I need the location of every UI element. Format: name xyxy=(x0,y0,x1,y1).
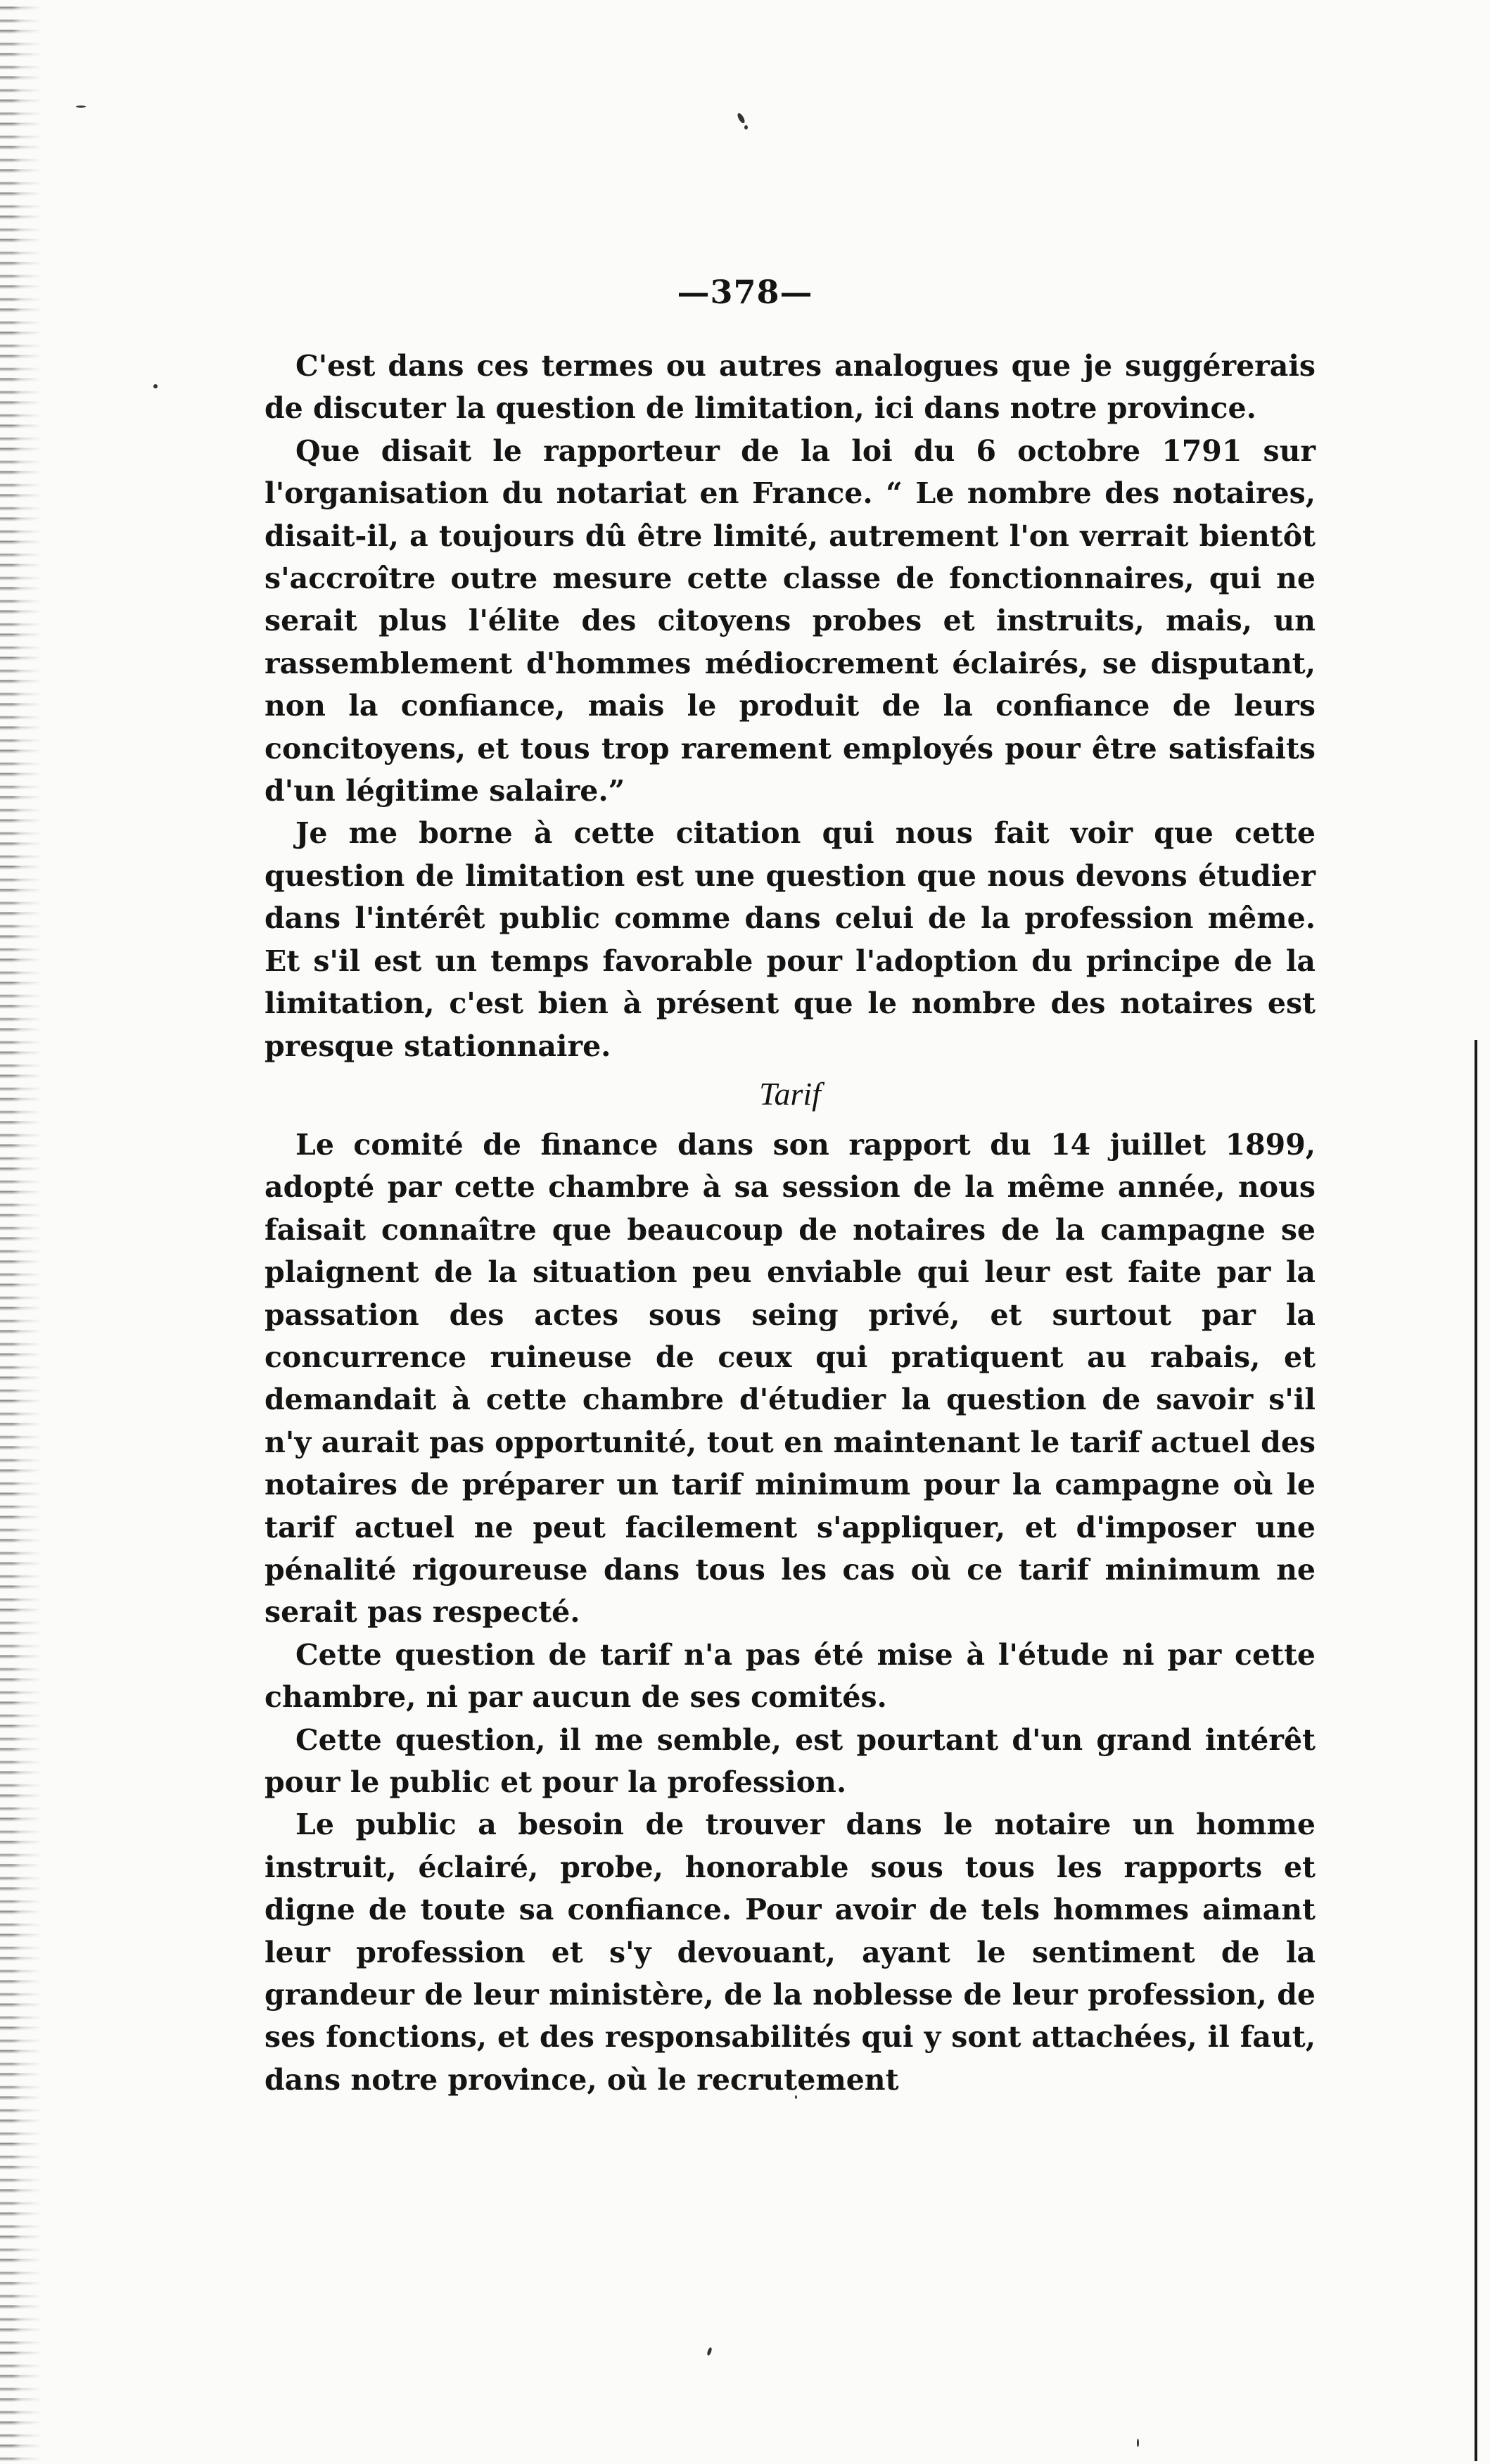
scan-speck xyxy=(706,2347,713,2356)
page-number: —378— xyxy=(677,273,813,311)
paragraph: Le comité de finance dans son rapport du 14 juillet 1899, adopté par cette chambre à sa session de la même année, nous faisait connaître que beaucoup de notaires de la campagne se plaignent de la situation peu enviable qui leur est faite par la passation des actes sous seing privé, et surtout par la concurrence ruineuse de ceux qui pratiquent au rabais, et demandait à cette chambre d'étudier la question de savoir s'il n'y aurait pas opportunité, tout en maintenant le tarif actuel des notaires de préparer un tarif minimum pour la campagne où le tarif actuel ne peut facilement s'appliquer, et d'imposer une pénalité rigoureuse dans tous les cas où ce tarif minimum ne serait pas respecté. xyxy=(265,1127,1316,1630)
scan-binding-edge xyxy=(0,0,49,2464)
paragraph: Cette question de tarif n'a pas été mise à l'étude ni par cette chambre, ni par aucun de ses comités. xyxy=(265,1637,1316,1715)
paragraph: Le public a besoin de trouver dans le notaire un homme instruit, éclairé, probe, honorable sous tous les rapports et digne de toute sa confiance. Pour avoir de tels hommes aimant leur profession et s'y devouant, ayant le sentiment de la grandeur de leur ministère, de la noblesse de leur profession, de ses fonctions, et des responsabilités qui y sont attachées, il faut, dans notre province, où le recrutement xyxy=(265,1808,1316,2097)
body-text xyxy=(265,345,1316,2101)
scan-speck xyxy=(744,125,748,129)
paragraph: Je me borne à cette citation qui nous fait voir que cette question de limitation est une question que nous devons étudier dans l'intérêt public comme dans celui de la profession même. Et s'il est un temps favorable pour l'adoption du principe de la limitation, c'est bien à présent que le nombre des notaires est presque stationnaire. xyxy=(265,816,1316,1063)
scan-speck xyxy=(736,112,746,124)
paragraph: Cette question, il me semble, est pourtant d'un grand intérêt pour le public et pour la profession. xyxy=(265,1722,1316,1799)
paragraph: Que disait le rapporteur de la loi du 6 octobre 1791 sur l'organisation du notariat en France. “ Le nombre des notaires, disait-il, a toujours dû être limité, autrement l'on verrait bientôt s'accroître outre mesure cette classe de fonctionnaires, qui ne serait plus l'élite des citoyens probes et instruits, mais, un rassemblement d'hommes médiocrement éclairés, se disputant, non la confiance, mais le produit de la confiance de leurs concitoyens, et tous trop rarement employés pour être satisfaits d'un légitime salaire.” xyxy=(265,433,1316,808)
section-heading: Tarif xyxy=(759,1075,821,1112)
scan-speck xyxy=(1137,2439,1139,2447)
scan-speck xyxy=(76,106,86,108)
paragraph: C'est dans ces termes ou autres analogues que je suggérerais de discuter la question de limitation, ici dans notre province. xyxy=(265,349,1316,426)
scan-speck xyxy=(153,384,158,388)
scan-right-edge-mark xyxy=(1475,1040,1477,2461)
